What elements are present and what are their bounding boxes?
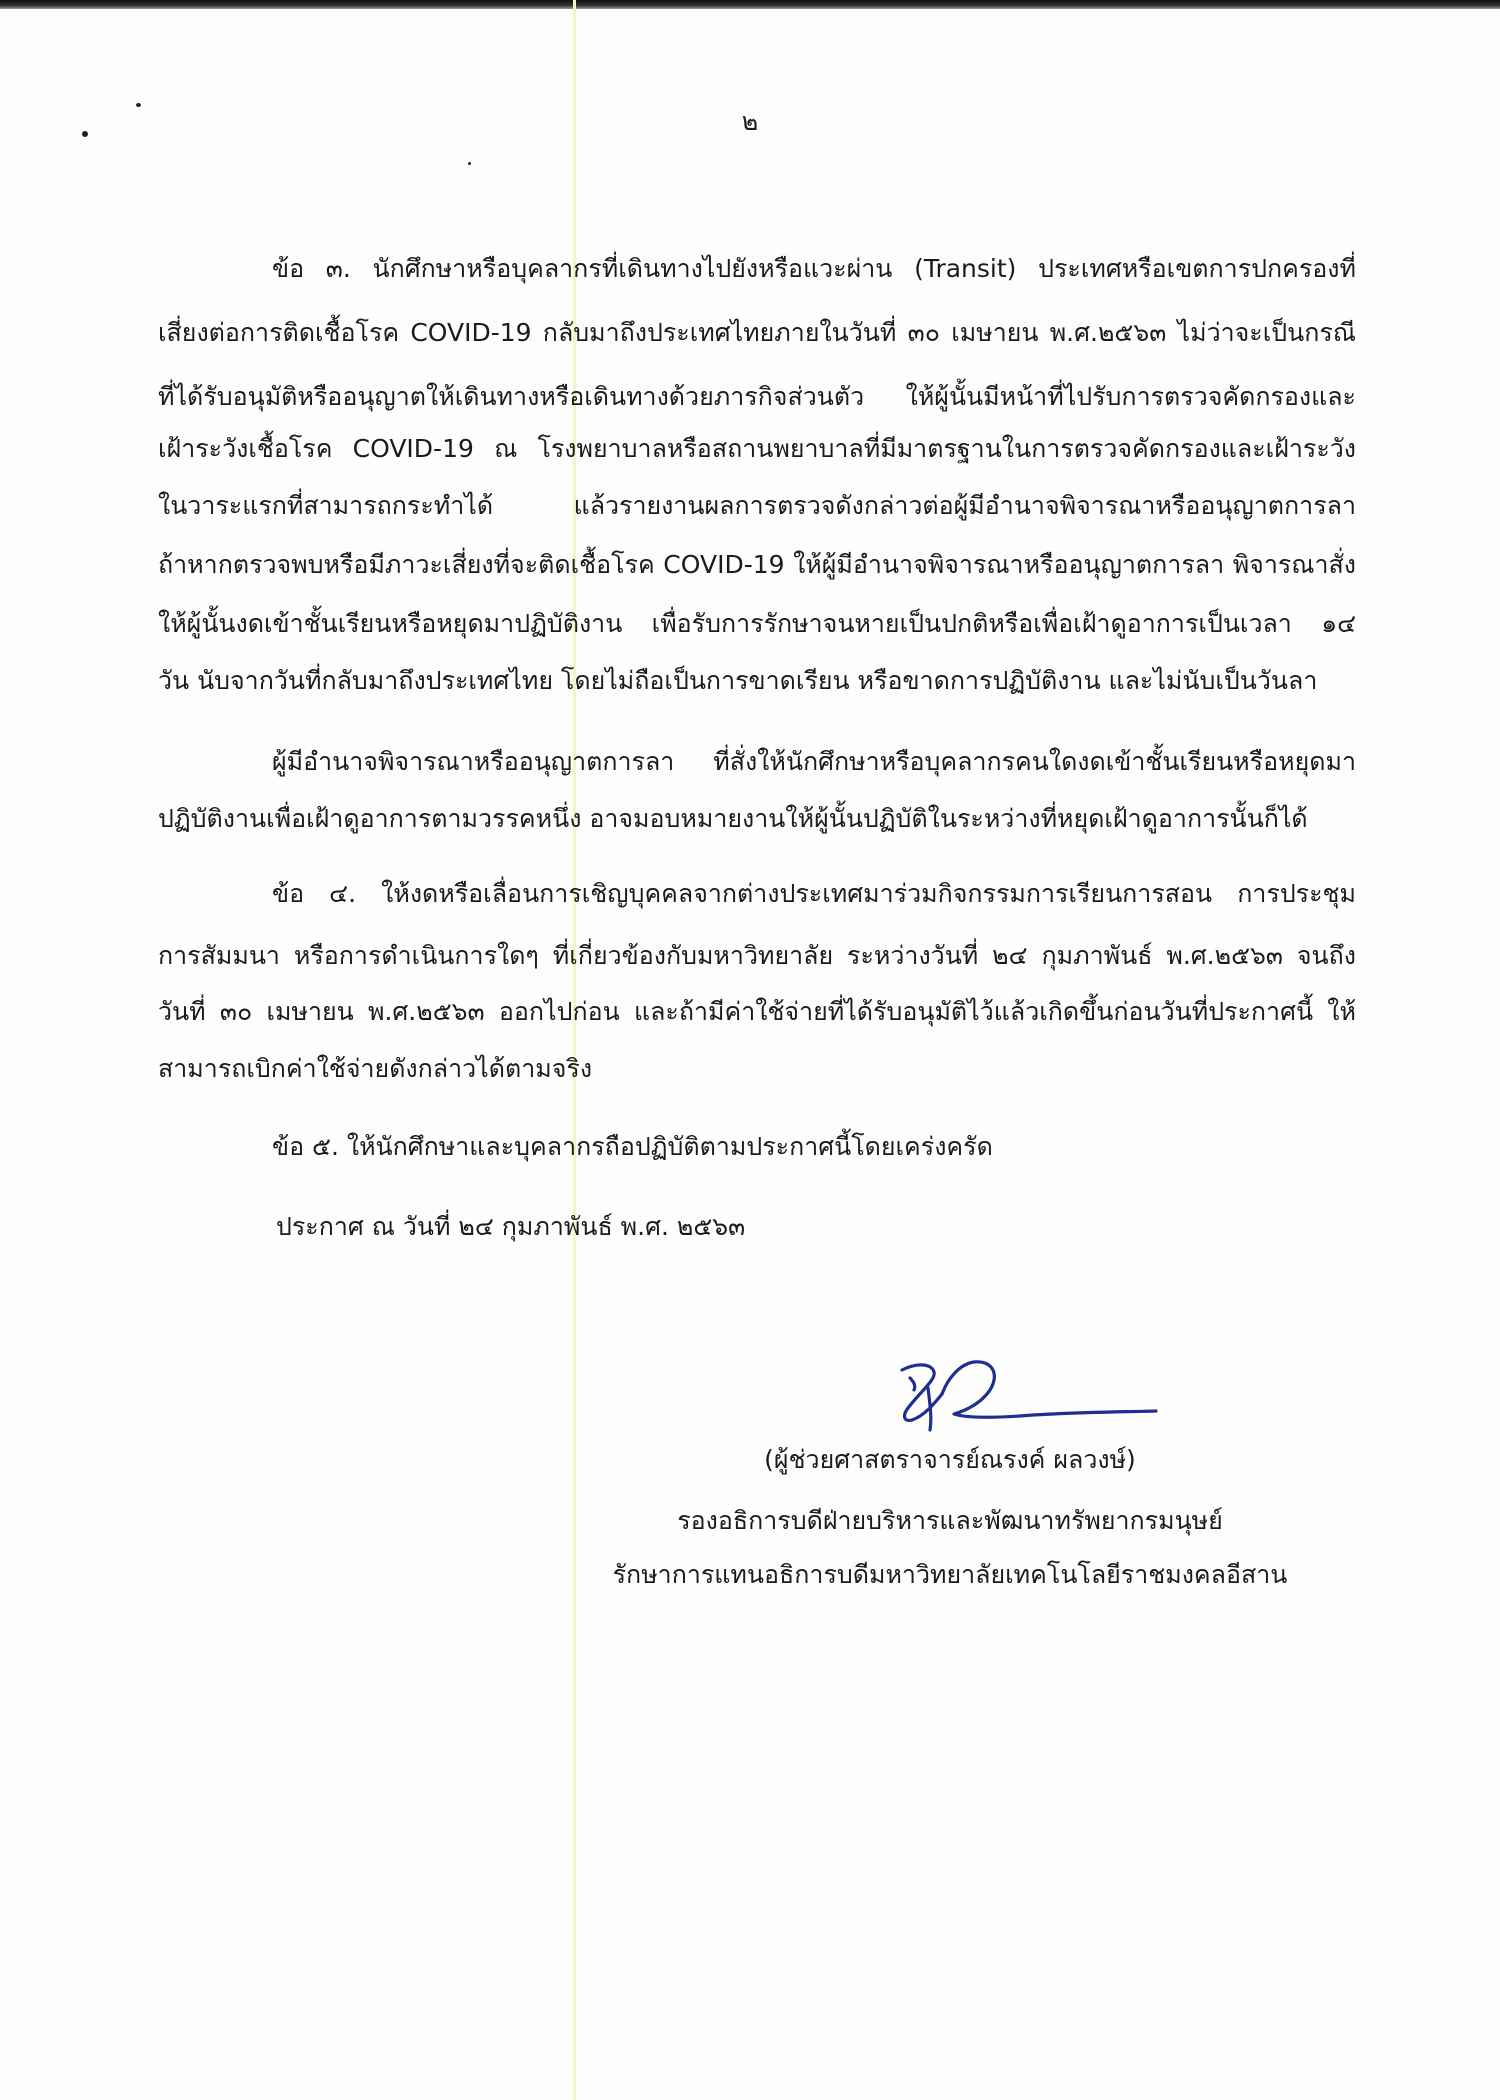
clause5: ข้อ ๕. ให้นักศึกษาและบุคลากรถือปฏิบัติตามประกาศนี้โดยเคร่งครัด <box>272 1132 993 1161</box>
clause3-line-7: ให้ผู้นั้นงดเข้าชั้นเรียนหรือหยุดมาปฏิบัติงาน เพื่อรับการรักษาจนหายเป็นปกติหรือเพื่อเฝ้าดูอาการเป็นเวลา ๑๔ <box>158 609 1356 638</box>
page-number: ๒ <box>741 107 759 136</box>
clause3-line-5: ในวาระแรกที่สามารถกระทำได้ แล้วรายงานผลการตรวจดังกล่าวต่อผู้มีอำนาจพิจารณาหรืออนุญาตการลา <box>158 491 1356 520</box>
clause3-para2-line-1: ผู้มีอำนาจพิจารณาหรืออนุญาตการลา ที่สั่งให้นักศึกษาหรือบุคลากรคนใดงดเข้าชั้นเรียนหรือหยุดมา <box>272 747 1356 776</box>
clause4-line-4: สามารถเบิกค่าใช้จ่ายดังกล่าวได้ตามจริง <box>158 1054 593 1083</box>
clause3-line-1: ข้อ ๓. นักศึกษาหรือบุคลากรที่เดินทางไปยังหรือแวะผ่าน (Transit) ประเทศหรือเขตการปกครองที่ <box>272 254 1356 283</box>
scan-edge <box>0 0 1500 9</box>
clause3-para2-line-2: ปฏิบัติงานเพื่อเฝ้าดูอาการตามวรรคหนึ่ง อาจมอบหมายงานให้ผู้นั้นปฏิบัติในระหว่างที่หยุดเฝ้าดูอาการนั้นก็ได้ <box>158 804 1308 833</box>
clause3-line-4: เฝ้าระวังเชื้อโรค COVID-19 ณ โรงพยาบาลหรือสถานพยาบาลที่มีมาตรฐานในการตรวจคัดกรองและเฝ้าระวัง <box>158 434 1356 463</box>
signatory-position-2: รักษาการแทนอธิการบดีมหาวิทยาลัยเทคโนโลยีราชมงคลอีสาน <box>612 1560 1288 1589</box>
clause3-line-8: วัน นับจากวันที่กลับมาถึงประเทศไทย โดยไม่ถือเป็นการขาดเรียน หรือขาดการปฏิบัติงาน และไม่นับเป็นวันลา <box>158 666 1318 695</box>
clause4-line-2: การสัมมนา หรือการดำเนินการใดๆ ที่เกี่ยวข้องกับมหาวิทยาลัย ระหว่างวันที่ ๒๔ กุมภาพันธ์ พ.ศ.๒๕๖๓ จนถึง <box>158 941 1356 970</box>
clause4-line-1: ข้อ ๔. ให้งดหรือเลื่อนการเชิญบุคคลจากต่างประเทศมาร่วมกิจกรรมการเรียนการสอน การประชุม <box>272 879 1356 908</box>
signature-image <box>890 1348 1170 1438</box>
clause3-line-2: เสี่ยงต่อการติดเชื้อโรค COVID-19 กลับมาถึงประเทศไทยภายในวันที่ ๓๐ เมษายน พ.ศ.๒๕๖๓ ไม่ว่าจะเป็นกรณี <box>158 318 1356 347</box>
clause3-line-6: ถ้าหากตรวจพบหรือมีภาวะเสี่ยงที่จะติดเชื้อโรค COVID-19 ให้ผู้มีอำนาจพิจารณาหรืออนุญาตการลา พิจารณาสั่ง <box>158 550 1356 579</box>
signatory-position-1: รองอธิการบดีฝ่ายบริหารและพัฒนาทรัพยากรมนุษย์ <box>677 1506 1223 1535</box>
scan-speck <box>468 162 471 165</box>
clause3-line-3: ที่ได้รับอนุมัติหรืออนุญาตให้เดินทางหรือเดินทางด้วยภารกิจส่วนตัว ให้ผู้นั้นมีหน้าที่ไปรับการตรวจคัดกรองและ <box>158 382 1356 411</box>
clause4-line-3: วันที่ ๓๐ เมษายน พ.ศ.๒๕๖๓ ออกไปก่อน และถ้ามีค่าใช้จ่ายที่ได้รับอนุมัติไว้แล้วเกิดขึ้นก่อนวันที่ประกาศนี้ ให้ <box>158 997 1356 1026</box>
announcement-date: ประกาศ ณ วันที่ ๒๔ กุมภาพันธ์ พ.ศ. ๒๕๖๓ <box>276 1212 746 1241</box>
signatory-name: (ผู้ช่วยศาสตราจารย์ณรงค์ ผลวงษ์) <box>764 1445 1136 1474</box>
